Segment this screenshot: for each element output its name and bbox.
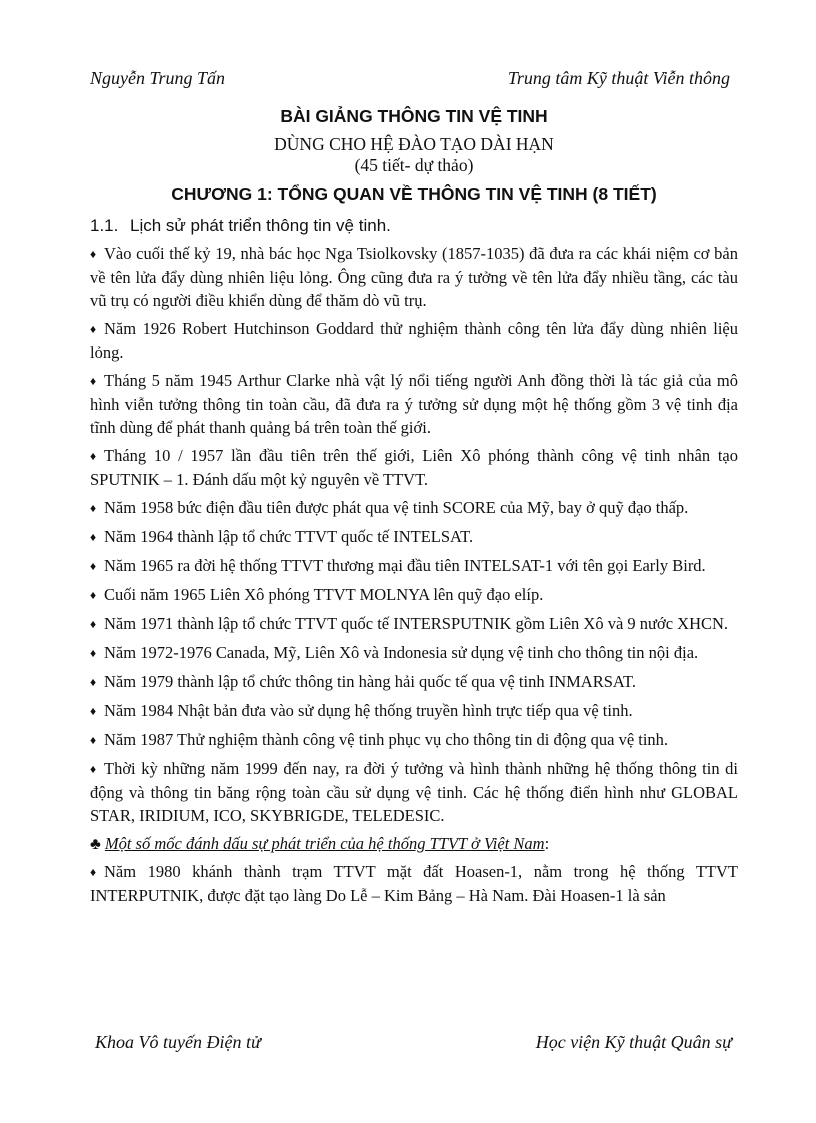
section-number: 1.1. [90, 216, 119, 235]
history-paragraph [90, 757, 738, 827]
diamond-bullet-icon: ♦ [90, 865, 97, 879]
lecture-duration: (45 tiết- dự thảo) [354, 155, 474, 175]
history-paragraph [90, 317, 738, 364]
history-paragraph [90, 641, 738, 665]
diamond-bullet-icon: ♦ [90, 501, 97, 515]
diamond-bullet-icon: ♦ [90, 704, 97, 718]
history-paragraph [90, 728, 738, 752]
diamond-bullet-icon: ♦ [90, 733, 97, 747]
history-paragraph [90, 496, 738, 520]
diamond-bullet-icon: ♦ [90, 322, 97, 336]
club-bullet-icon: ♣ [90, 834, 101, 853]
paragraph-text: Cuối năm 1965 Liên Xô phóng TTVT MOLNYA lên quỹ đạo elíp. [104, 585, 544, 604]
diamond-bullet-icon: ♦ [90, 247, 97, 261]
diamond-bullet-icon: ♦ [90, 374, 97, 388]
paragraph-text: Tháng 5 năm 1945 Arthur Clarke nhà vật lý nổi tiếng người Anh đồng thời là tác giả của mô hình viễn tưởng thông tin toàn cầu, đã đưa ra ý tưởng sử dụng một hệ thống gồm 3 vệ tinh địa tĩnh dùng để phát thanh quảng bá trên toàn thế giới. [90, 371, 738, 437]
paragraph-text: Năm 1987 Thử nghiệm thành công vệ tinh phục vụ cho thông tin di động qua vệ tinh. [104, 730, 669, 749]
diamond-bullet-icon: ♦ [90, 530, 97, 544]
paragraph-text: Năm 1958 bức điện đầu tiên được phát qua vệ tinh SCORE của Mỹ, bay ở quỹ đạo thấp. [104, 498, 689, 517]
section-title: Lịch sử phát triển thông tin vệ tinh. [130, 216, 391, 235]
paragraph-text: Thời kỳ những năm 1999 đến nay, ra đời ý tưởng và hình thành những hệ thống thông tin di động và thông tin băng rộng toàn cầu sử dụng vệ tinh. Các hệ thống điển hình như GLOBAL STAR, IRIDIUM, ICO, SKYBRIGDE, TELEDESIC. [90, 759, 738, 825]
history-paragraph [90, 444, 738, 491]
diamond-bullet-icon: ♦ [90, 646, 97, 660]
footer-academy: Học viện Kỹ thuật Quân sự [535, 1032, 732, 1052]
paragraph-text: Năm 1971 thành lập tổ chức TTVT quốc tế INTERSPUTNIK gồm Liên Xô và 9 nước XHCN. [104, 614, 729, 633]
header-author: Nguyễn Trung Tấn [90, 68, 226, 88]
diamond-bullet-icon: ♦ [90, 559, 97, 573]
paragraph-text: Tháng 10 / 1957 lần đầu tiên trên thế giới, Liên Xô phóng thành công vệ tinh nhân tạo SPUTNIK – 1. Đánh dấu một kỷ nguyên về TTVT. [90, 446, 738, 489]
chapter-heading: CHƯƠNG 1: TỔNG QUAN VỀ THÔNG TIN VỆ TINH (8 TIẾT) [171, 184, 657, 204]
diamond-bullet-icon: ♦ [90, 762, 97, 776]
note-text: Một số mốc đánh dấu sự phát triển của hệ thống TTVT ở Việt Nam [104, 834, 545, 853]
history-paragraph [90, 525, 738, 549]
history-paragraph [90, 369, 738, 439]
history-paragraph [90, 670, 738, 694]
diamond-bullet-icon: ♦ [90, 588, 97, 602]
header-organization: Trung tâm Kỹ thuật Viễn thông [507, 68, 730, 88]
paragraph-text: Năm 1926 Robert Hutchinson Goddard thử nghiệm thành công tên lửa đẩy dùng nhiên liệu lỏng. [90, 319, 738, 362]
footer-faculty: Khoa Vô tuyến Điện tử [95, 1032, 261, 1052]
history-paragraph [90, 554, 738, 578]
paragraph-text: Năm 1979 thành lập tổ chức thông tin hàng hải quốc tế qua vệ tinh INMARSAT. [104, 672, 636, 691]
page-content [90, 104, 738, 912]
history-paragraph [90, 583, 738, 607]
lecture-subtitle: DÙNG CHO HỆ ĐÀO TẠO DÀI HẠN [274, 134, 554, 154]
paragraph-text: Năm 1984 Nhật bản đưa vào sử dụng hệ thống truyền hình trực tiếp qua vệ tinh. [104, 701, 633, 720]
paragraph-text: Năm 1965 ra đời hệ thống TTVT thương mại đầu tiên INTELSAT-1 với tên gọi Early Bird. [104, 556, 706, 575]
diamond-bullet-icon: ♦ [90, 675, 97, 689]
paragraph-text: Năm 1980 khánh thành trạm TTVT mặt đất Hoasen-1, nằm trong hệ thống TTVT INTERPUTNIK, được đặt tạo làng Do Lễ – Kim Bảng – Hà Nam. Đài Hoasen-1 là sản [90, 862, 738, 905]
vietnam-milestones-note [90, 832, 738, 855]
history-paragraph [90, 699, 738, 723]
section-heading [90, 214, 738, 238]
history-paragraph [90, 612, 738, 636]
lecture-title: BÀI GIẢNG THÔNG TIN VỆ TINH [280, 106, 548, 126]
diamond-bullet-icon: ♦ [90, 617, 97, 631]
history-paragraph [90, 242, 738, 312]
diamond-bullet-icon: ♦ [90, 449, 97, 463]
note-suffix: : [544, 834, 550, 853]
paragraph-text: Năm 1964 thành lập tổ chức TTVT quốc tế INTELSAT. [104, 527, 474, 546]
paragraph-text: Vào cuối thế kỷ 19, nhà bác học Nga Tsiolkovsky (1857-1035) đã đưa ra các khái niệm cơ bản về tên lửa đẩy dùng nhiên liệu lỏng. Ông cũng đưa ra ý tưởng về tên lửa đẩy nhiều tầng, các tàu vũ trụ có người điều khiển dùng để thăm dò vũ trụ. [90, 244, 738, 310]
paragraph-text: Năm 1972-1976 Canada, Mỹ, Liên Xô và Indonesia sử dụng vệ tinh cho thông tin nội địa. [104, 643, 699, 662]
history-paragraph [90, 860, 738, 907]
